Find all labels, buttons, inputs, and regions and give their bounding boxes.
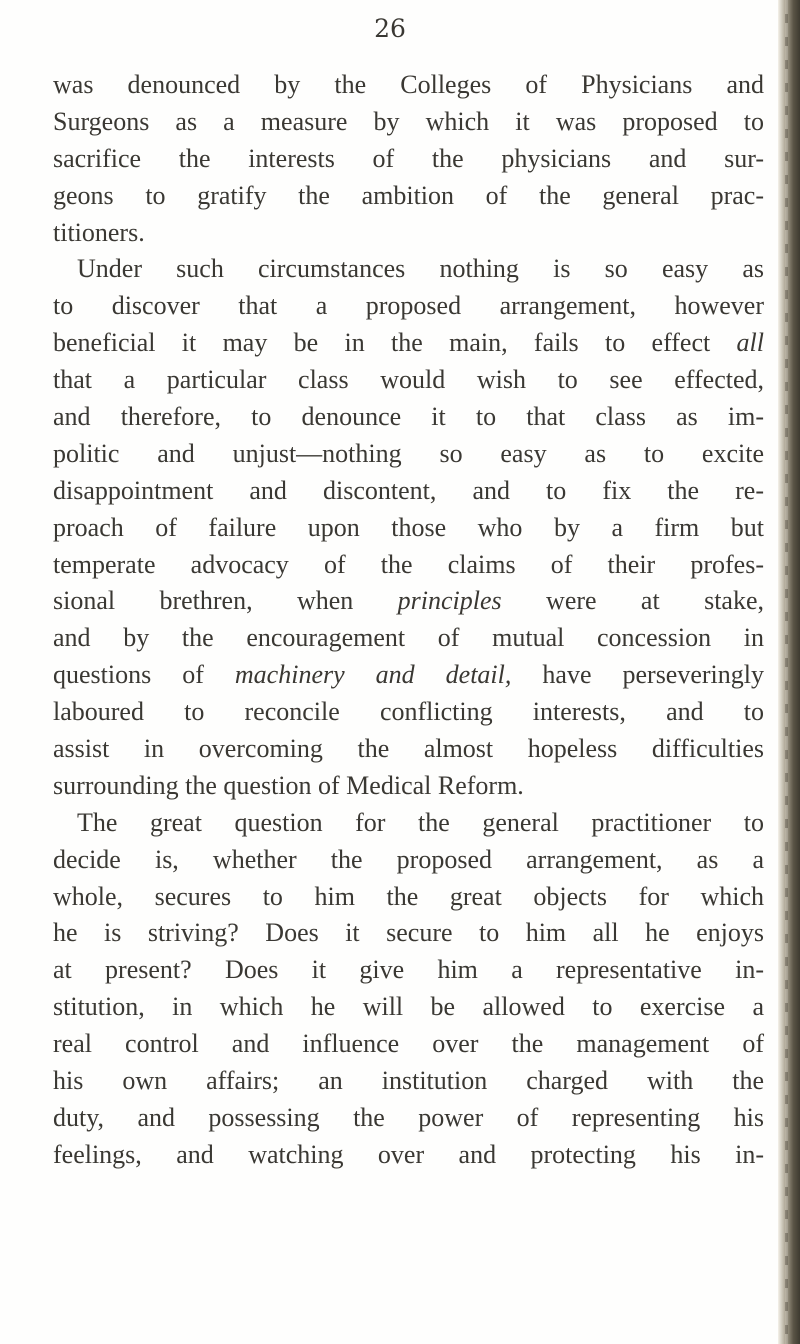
text-line: disappointment and discontent, and to fix the re- (53, 475, 764, 505)
text-line: Surgeons as a measure by which it was proposed to (53, 106, 764, 136)
page-edge-texture (785, 0, 788, 1344)
emphasis-text: machinery and detail, (234, 660, 512, 690)
text-line: his own affairs; an institution charged with the (53, 1066, 764, 1096)
text-line: surrounding the question of Medical Reform. (53, 770, 524, 800)
text-line: temperate advocacy of the claims of their profes- (53, 549, 764, 579)
text-line: laboured to reconcile conflicting interests, and to (53, 697, 764, 727)
page-edge-shadow (778, 0, 800, 1344)
text-line: at present? Does it give him a representative in- (53, 955, 764, 985)
text-line: and therefore, to denounce it to that class as im- (53, 402, 764, 432)
text-line: stitution, in which he will be allowed to exercise a (53, 992, 764, 1022)
text-run: questions of (53, 660, 235, 690)
text-run: sional brethren, when (53, 586, 398, 616)
emphasis-text: principles (397, 586, 502, 616)
text-line: assist in overcoming the almost hopeless difficulties (53, 734, 764, 764)
text-line: was denounced by the Colleges of Physicians and (53, 70, 764, 99)
text-line (53, 583, 764, 620)
text-line (53, 325, 764, 362)
text-line: and by the encouragement of mutual concession in (53, 623, 764, 653)
text-line: titioners. (53, 217, 145, 247)
text-line: he is striving? Does it secure to him all he enjoys (53, 918, 764, 948)
text-line: feelings, and watching over and protecting his in- (53, 1139, 764, 1169)
text-line: whole, secures to him the great objects for which (53, 881, 764, 911)
text-run: were at stake, (501, 586, 764, 616)
text-line: politic and unjust—nothing so easy as to excite (53, 438, 764, 468)
text-line: duty, and possessing the power of representing his (53, 1102, 764, 1132)
text-run: have perseveringly (511, 660, 764, 690)
text-line: real control and influence over the management of (53, 1029, 764, 1059)
text-line: sacrifice the interests of the physicians and sur- (53, 143, 764, 173)
text-line (53, 657, 764, 694)
emphasis-text: all (736, 328, 764, 358)
page-number: 26 (374, 14, 406, 43)
text-line: proach of failure upon those who by a firm but (53, 512, 764, 542)
text-line: that a particular class would wish to see effected, (53, 365, 764, 395)
text-line: geons to gratify the ambition of the general prac- (53, 180, 764, 210)
paragraph-start-line: Under such circumstances nothing is so easy as (77, 254, 764, 284)
body-text (53, 67, 764, 1174)
text-run: beneficial it may be in the main, fails to effect (53, 328, 737, 358)
text-line: to discover that a proposed arrangement, however (53, 291, 764, 321)
paragraph-start-line: The great question for the general practitioner to (77, 807, 764, 837)
text-line: decide is, whether the proposed arrangement, as a (53, 844, 764, 874)
